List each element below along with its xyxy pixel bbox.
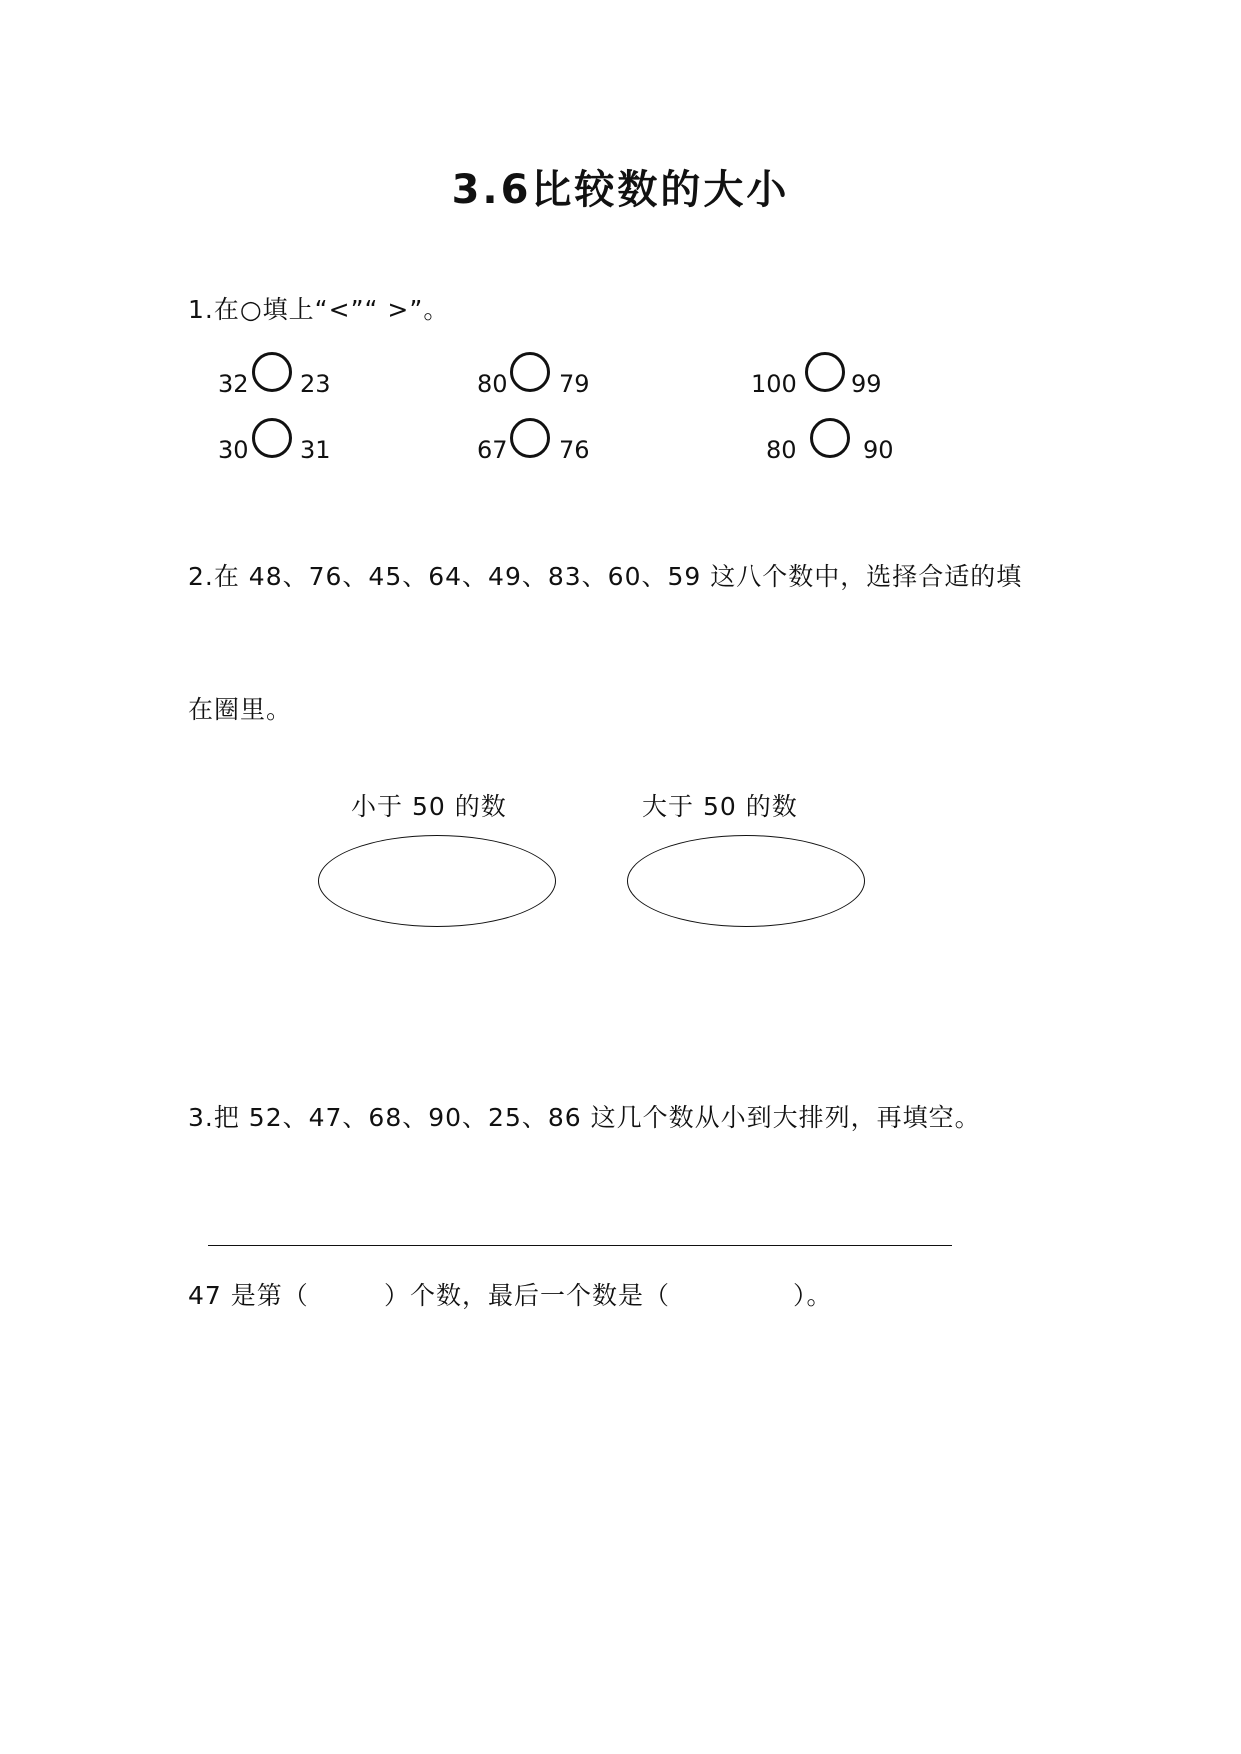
- left-number: 100: [751, 370, 797, 398]
- left-number: 67: [477, 436, 508, 464]
- fill-blank-prefix: 47 是第（: [188, 1281, 309, 1310]
- left-number: 80: [477, 370, 508, 398]
- question-2-text: 2.在 48、76、45、64、49、83、60、59 这八个数中，选择合适的填: [188, 562, 1023, 591]
- answer-circle[interactable]: [510, 418, 550, 458]
- greater-than-50-label: 大于 50 的数: [642, 792, 798, 821]
- less-than-50-label: 小于 50 的数: [351, 792, 507, 821]
- question-2-text-continued: 在圈里。: [188, 695, 293, 724]
- right-number: 99: [851, 370, 882, 398]
- left-number: 30: [218, 436, 249, 464]
- answer-circle[interactable]: [810, 418, 850, 458]
- question-3-text: 3.把 52、47、68、90、25、86 这几个数从小到大排列，再填空。: [188, 1103, 981, 1132]
- left-number: 80: [766, 436, 797, 464]
- page-title: 3.6比较数的大小: [451, 167, 790, 213]
- left-number: 32: [218, 370, 249, 398]
- right-number: 31: [300, 436, 331, 464]
- right-number: 79: [559, 370, 590, 398]
- answer-circle[interactable]: [252, 352, 292, 392]
- right-number: 23: [300, 370, 331, 398]
- fill-blank-middle: ）个数，最后一个数是（: [384, 1281, 671, 1310]
- right-number: 76: [559, 436, 590, 464]
- fill-blank-suffix: ）。: [793, 1281, 833, 1310]
- greater-than-50-oval[interactable]: [627, 835, 865, 927]
- answer-circle[interactable]: [805, 352, 845, 392]
- answer-circle[interactable]: [510, 352, 550, 392]
- question-1-text: 1.在○填上“<”“ >”。: [188, 295, 450, 324]
- less-than-50-oval[interactable]: [318, 835, 556, 927]
- right-number: 90: [863, 436, 894, 464]
- answer-line[interactable]: [208, 1245, 952, 1246]
- blank-last-number-answer[interactable]: [706, 1274, 792, 1308]
- blank-position-answer[interactable]: [305, 1274, 383, 1308]
- answer-circle[interactable]: [252, 418, 292, 458]
